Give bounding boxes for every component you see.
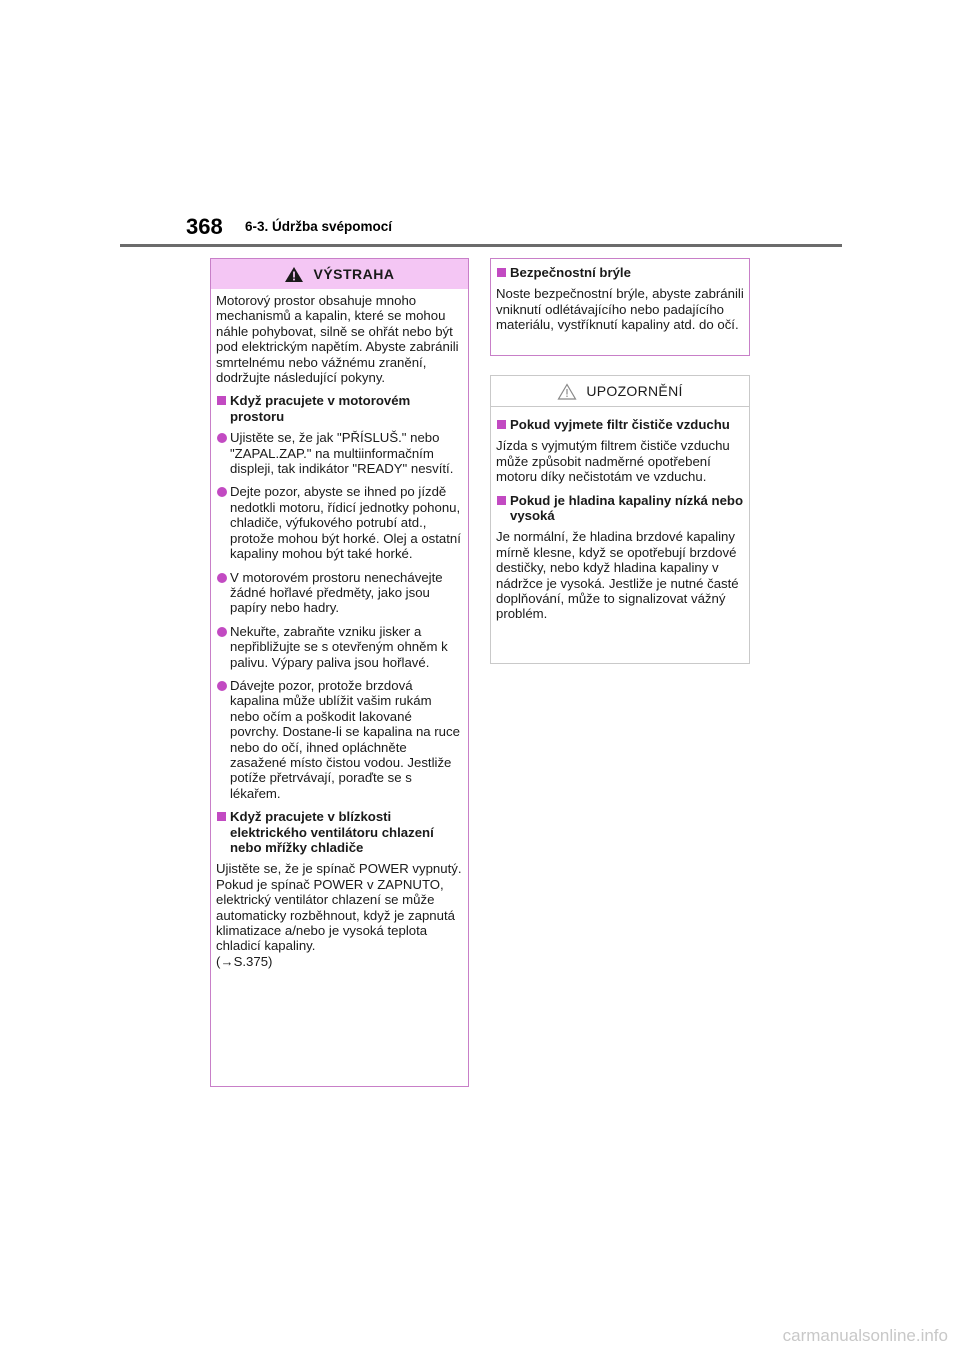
- section-title: 6-3. Údržba svépomocí: [245, 219, 393, 234]
- warning-bullet: Dejte pozor, abyste se ihned po jízdě nedotkli motoru, řídicí jednotky pohonu, chladiče, výfukového potrubí atd., protože mohou být horké. Olej a ostatní kapaliny mohou být také horké.: [216, 484, 464, 561]
- watermark-logo: carmanualsonline.info: [782, 1326, 948, 1345]
- circle-bullet-icon: [217, 433, 227, 443]
- warning-section2-text2: Pokud je spínač POWER v ZAPNUTO, elektrický ventilátor chlazení se může automaticky rozběhnout, když je zapnutá klimatizace a/nebo je vysoká teplota chladicí kapaliny.: [216, 876, 455, 954]
- warning-section2-heading: Když pracujete v blízkosti elektrického ventilátoru chlazení nebo mřížky chladiče: [216, 809, 464, 855]
- warning-bullet: Dávejte pozor, protože brzdová kapalina může ublížit vašim rukám nebo očím a poškodit lakované povrchy. Dostane-li se kapalina na ruce nebo do očí, ihned opláchněte zasažené místo čistou vodou. Jestliže potíže přetrvávají, poraďte se s lékařem.: [216, 678, 464, 801]
- warning-bullet: V motorovém prostoru nenechávejte žádné hořlavé předměty, jako jsou papíry nebo hadry.: [216, 570, 464, 616]
- circle-bullet-icon: [217, 487, 227, 497]
- notice-section1-heading: Pokud vyjmete filtr čističe vzduchu: [496, 417, 745, 432]
- warning-intro: Motorový prostor obsahuje mnoho mechanismů a kapalin, které se mohou náhle pohybovat, silně se ohřát nebo být pod elektrickým napětím. Abyste zabránili smrtelnému nebo vážnému zranění, dodržujte následující pokyny.: [216, 293, 459, 386]
- notice-section2-heading: Pokud je hladina kapaliny nízká nebo vysoká: [496, 493, 745, 524]
- glasses-heading: Bezpečnostní brýle: [496, 265, 745, 280]
- glasses-text: Noste bezpečnostní brýle, abyste zabránili vniknutí odlétávajícího nebo padajícího materiálu, vystříknutí kapaliny atd. do očí.: [496, 286, 744, 333]
- notice-header: [491, 376, 749, 407]
- notice-box: [490, 375, 750, 664]
- square-bullet-icon: [497, 268, 506, 277]
- page-reference-link[interactable]: (→S.375): [216, 953, 273, 969]
- circle-bullet-icon: [217, 573, 227, 583]
- safety-glasses-box: [490, 258, 750, 356]
- square-bullet-icon: [497, 420, 506, 429]
- warning-title: VÝSTRAHA: [313, 266, 395, 282]
- page-number: 368: [186, 214, 223, 239]
- notice-title: UPOZORNĚNÍ: [586, 383, 683, 399]
- warning-section2-text1: Ujistěte se, že je spínač POWER vypnutý.: [216, 861, 462, 877]
- warning-header: [211, 259, 468, 289]
- warning-bullet: Nekuřte, zabraňte vzniku jisker a nepřibližujte se s otevřeným ohněm k palivu. Výpary paliva jsou hořlavé.: [216, 624, 464, 670]
- circle-bullet-icon: [217, 681, 227, 691]
- header-rule: [120, 244, 842, 247]
- notice-section1-text: Jízda s vyjmutým filtrem čističe vzduchu může způsobit nadměrné opotřebení motoru díky nečistotám ve vzduchu.: [496, 438, 730, 485]
- square-bullet-icon: [217, 396, 226, 405]
- square-bullet-icon: [217, 812, 226, 821]
- circle-bullet-icon: [217, 627, 227, 637]
- warning-bullet: Ujistěte se, že jak "PŘÍSLUŠ." nebo "ZAPAL.ZAP." na multiinformačním displeji, tak indikátor "READY" nesvítí.: [216, 430, 464, 476]
- square-bullet-icon: [497, 496, 506, 505]
- warning-section1-heading: Když pracujete v motorovém prostoru: [216, 393, 464, 424]
- caution-triangle-icon: [557, 383, 577, 400]
- warning-box: [210, 258, 469, 1087]
- notice-section2-text: Je normální, že hladina brzdové kapaliny mírně klesne, když se opotřebují brzdové destičky, nebo když hladina kapaliny v nádržce je vysoká. Jestliže je nutné časté doplňování, může to signalizovat vážný problém.: [496, 529, 739, 622]
- warning-triangle-icon: [284, 266, 304, 283]
